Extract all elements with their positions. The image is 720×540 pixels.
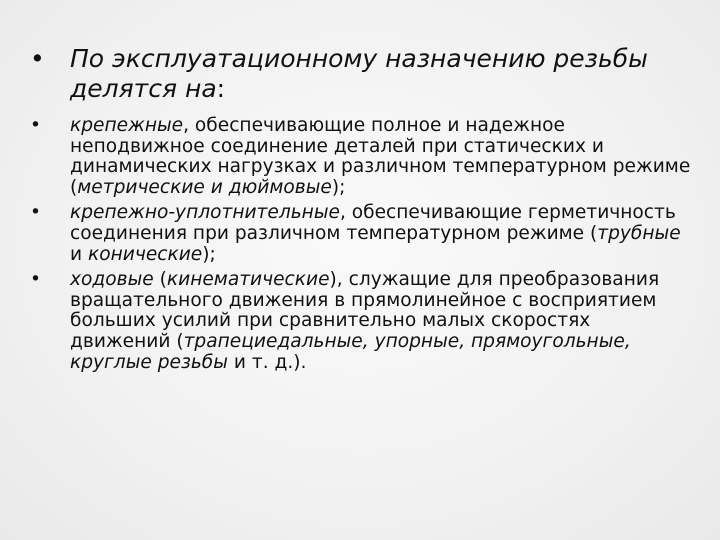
bullet-marker: • bbox=[30, 202, 41, 224]
heading-text: По эксплуатационному назначению резьбы делятся на bbox=[70, 44, 648, 103]
closing-sealing: ); bbox=[202, 243, 216, 265]
bullet-running-threads bbox=[30, 270, 692, 373]
term-kinematic: кинематические bbox=[166, 269, 330, 291]
examples-running: трапециедальные, упорные, прямоугольные, круглые резьбы bbox=[70, 330, 631, 373]
example-pipe: трубные bbox=[597, 222, 681, 244]
bullet-list bbox=[30, 44, 692, 378]
bullet-sealing-threads bbox=[30, 203, 692, 265]
heading-colon: : bbox=[216, 74, 226, 103]
examples-fastening: метрические и дюймовые bbox=[77, 176, 332, 198]
term-sealing: крепежно-уплотнительные bbox=[70, 202, 340, 224]
description-sealing: , обеспечивающие герметичность соединения при различном температурном режиме ( bbox=[70, 202, 676, 244]
bullet-marker: • bbox=[30, 269, 41, 291]
term-running: ходовые bbox=[70, 269, 154, 291]
closing-running: и т. д.). bbox=[227, 351, 307, 373]
description-running: ), служащие для преобразования вращательного движения в прямолинейное с восприятием больших усилий при сравнительно малых скоростях движений ( bbox=[70, 269, 660, 352]
bullet-marker: • bbox=[30, 115, 41, 136]
bullet-fastening-threads bbox=[30, 116, 692, 198]
paren-open: ( bbox=[153, 269, 167, 291]
conjunction-and: и bbox=[70, 243, 88, 265]
bullet-thread-purpose-heading bbox=[30, 44, 692, 104]
description-fastening: , обеспечивающие полное и надежное неподвижное соединение деталей при статических и динамических нагрузках и различном температурном режиме ( bbox=[70, 115, 691, 198]
term-fastening: крепежные bbox=[70, 115, 184, 136]
closing-fastening: ); bbox=[331, 176, 346, 198]
bullet-marker: • bbox=[30, 44, 45, 73]
example-conical: конические bbox=[88, 243, 203, 265]
